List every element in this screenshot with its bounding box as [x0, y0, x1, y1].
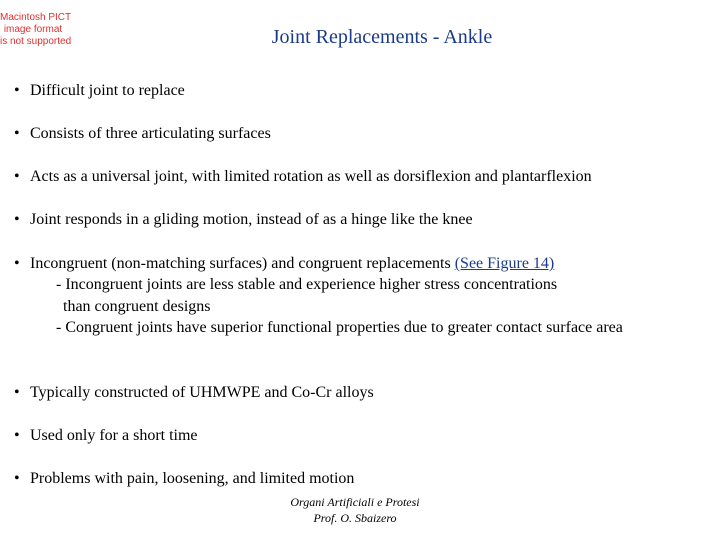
- bullet-text: Problems with pain, loosening, and limited motion: [30, 470, 355, 487]
- bullet-dot: •: [14, 211, 20, 228]
- sub-point: - Incongruent joints are less stable and experience higher stress concentrations: [56, 276, 558, 293]
- bullet-item: [14, 253, 554, 274]
- bullet-dot: •: [14, 470, 20, 487]
- bullet-text: Used only for a short time: [30, 427, 198, 444]
- bullet-item: [14, 209, 473, 230]
- bullet-dot: •: [14, 82, 20, 99]
- bullet-dot: •: [14, 384, 20, 401]
- bullet-text: Incongruent (non-matching surfaces) and congruent replacements: [30, 255, 455, 272]
- figure-14-link[interactable]: (See Figure 14): [454, 255, 555, 272]
- bullet-text: Joint responds in a gliding motion, instead of as a hinge like the knee: [30, 211, 473, 228]
- bullet-item: [14, 425, 198, 446]
- footer-professor: Prof. O. Sbaizero: [313, 511, 397, 525]
- sub-point: - Congruent joints have superior functional properties due to greater contact surface area: [56, 319, 623, 336]
- placeholder-line-2: image format: [3, 24, 63, 35]
- slide-title: Joint Replacements - Ankle: [271, 26, 493, 48]
- bullet-text: Acts as a universal joint, with limited rotation as well as dorsiflexion and plantarflexion: [30, 168, 592, 185]
- bullet-item: [14, 468, 354, 489]
- bullet-text: Typically constructed of UHMWPE and Co-Cr alloys: [30, 384, 374, 401]
- bullet-dot: •: [14, 255, 20, 272]
- bullet-dot: •: [14, 125, 20, 142]
- unsupported-image-placeholder: [0, 12, 72, 48]
- bullet-item: [14, 123, 271, 144]
- placeholder-line-3: is not supported: [0, 36, 72, 47]
- bullet-dot: •: [14, 427, 20, 444]
- bullet-item: [14, 166, 592, 187]
- bullet-dot: •: [14, 168, 20, 185]
- bullet-item: [14, 80, 185, 101]
- bullet-text: Consists of three articulating surfaces: [30, 125, 271, 142]
- bullet-item: [14, 382, 374, 403]
- placeholder-line-1: Macintosh PICT: [0, 12, 72, 23]
- footer-course: Organi Artificiali e Protesi: [290, 495, 420, 509]
- footer: [230, 494, 480, 526]
- sub-point: than congruent designs: [63, 298, 211, 315]
- bullet-text: Difficult joint to replace: [30, 82, 185, 99]
